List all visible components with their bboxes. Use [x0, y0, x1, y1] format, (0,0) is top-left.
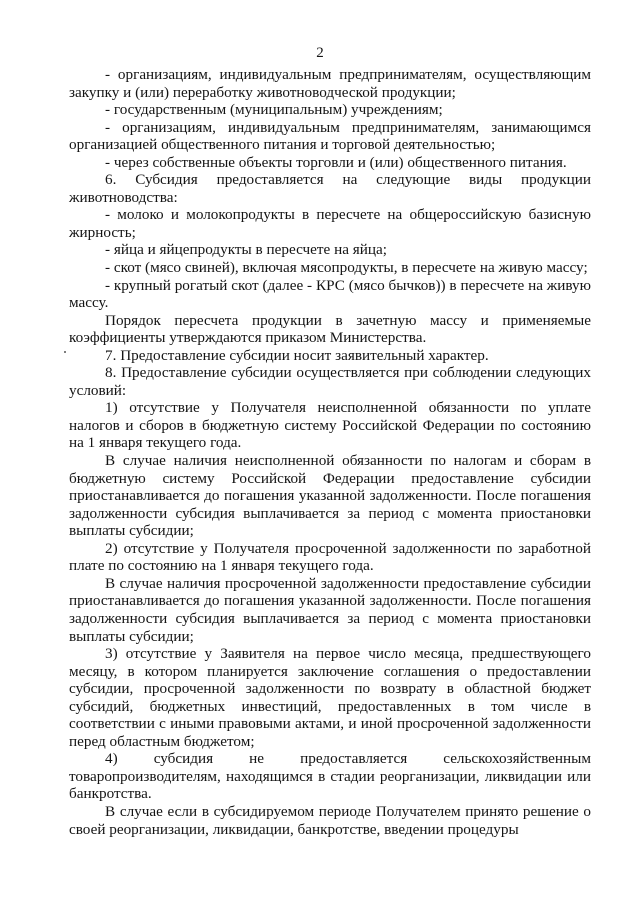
paragraph-10: Порядок пересчета продукции в зачетную массу и применяемые коэффициенты утверждаются приказом Министерства. — [69, 311, 591, 347]
document-body — [69, 66, 591, 838]
paragraph-16: В случае наличия просроченной задолженности предоставление субсидии приостанавливается до погашения указанной задолженности. После погашения задолженности субсидия выплачивается за период с момента приостановки выплаты субсидии; — [69, 574, 591, 645]
paragraph-7: - яйца и яйцепродукты в пересчете на яйца; — [105, 241, 387, 259]
paragraph-8: - скот (мясо свиней), включая мясопродукты, в пересчете на живую массу; — [105, 259, 588, 277]
paragraph-18: 4) субсидия не предоставляется сельскохозяйственным товаропроизводителям, находящимся в стадии реорганизации, ликвидации или банкротства. — [69, 750, 591, 803]
scan-speck — [64, 351, 66, 353]
paragraph-6: - молоко и молокопродукты в пересчете на общероссийскую базисную жирность; — [69, 206, 591, 241]
paragraph-15: 2) отсутствие у Получателя просроченной задолженности по заработной плате по состоянию на 1 января текущего года. — [69, 539, 591, 575]
paragraph-12: 8. Предоставление субсидии осуществляется при соблюдении следующих условий: — [69, 364, 591, 399]
paragraph-9: - крупный рогатый скот (далее - КРС (мясо бычков)) в пересчете на живую массу. — [69, 276, 591, 312]
paragraph-4: - через собственные объекты торговли и (или) общественного питания. — [105, 153, 567, 171]
page-number: 2 — [316, 45, 324, 61]
paragraph-17: 3) отсутствие у Заявителя на первое число месяца, предшествующего месяцу, в котором планируется заключение соглашения о предоставлении субсидии, просроченной задолженности по возврату в областной бюджет субсидий, бюджетных инвестиций, предоставленных в том числе в соответствии с иными правовыми актами, и иной просроченной задолженности перед областным бюджетом; — [69, 645, 591, 750]
paragraph-1: - организациям, индивидуальным предпринимателям, осуществляющим закупку и (или) переработку животноводческой продукции; — [69, 66, 591, 101]
paragraph-3: - организациям, индивидуальным предпринимателям, занимающимся организацией общественного питания и торговой деятельностью; — [69, 118, 591, 154]
paragraph-2: - государственным (муниципальным) учреждениям; — [105, 101, 443, 119]
paragraph-5: 6. Субсидия предоставляется на следующие виды продукции животноводства: — [69, 171, 591, 206]
paragraph-11: 7. Предоставление субсидии носит заявительный характер. — [105, 346, 489, 364]
paragraph-14: В случае наличия неисполненной обязанности по налогам и сборам в бюджетную систему Российской Федерации предоставление субсидии приостанавливается до погашения указанной задолженности. После погашения задолженности субсидия выплачивается за период с момента приостановки выплаты субсидии; — [69, 452, 591, 540]
paragraph-19: В случае если в субсидируемом периоде Получателем принято решение о своей реорганизации, ликвидации, банкротстве, введении процедуры — [69, 802, 591, 838]
paragraph-13: 1) отсутствие у Получателя неисполненной обязанности по уплате налогов и сборов в бюджетную систему Российской Федерации по состоянию на 1 января текущего года. — [69, 399, 591, 452]
